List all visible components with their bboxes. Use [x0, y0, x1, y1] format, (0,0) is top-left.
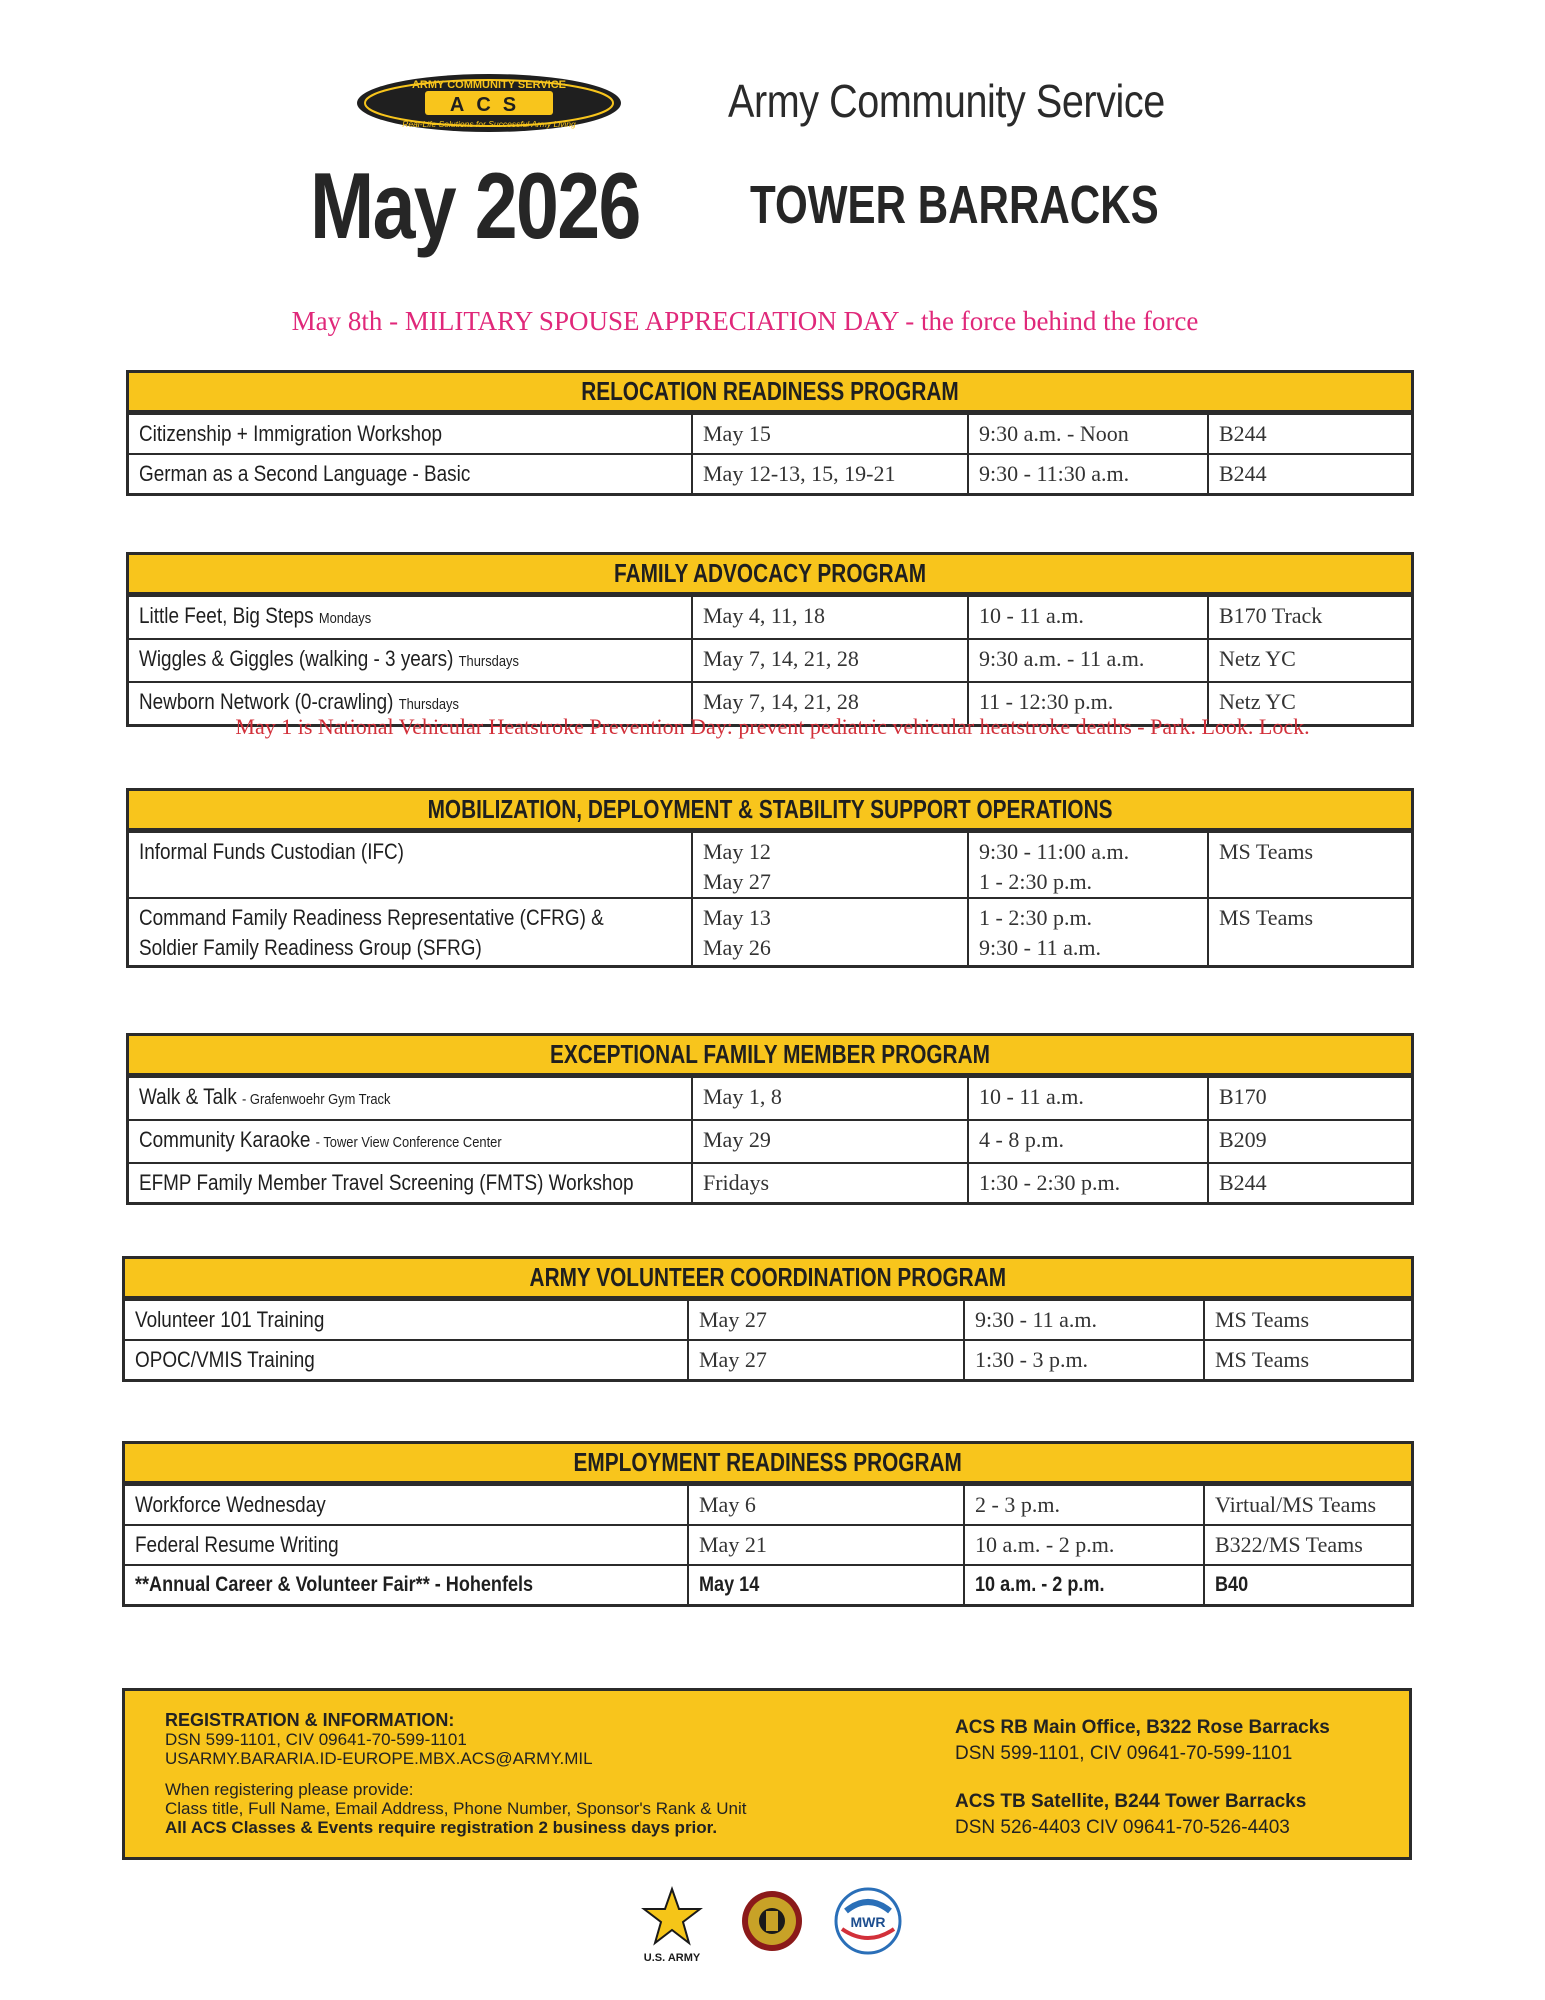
event-date: May 15 — [691, 415, 967, 453]
spouse-appreciation-banner: May 8th - MILITARY SPOUSE APPRECIATION DAY - the force behind the force — [291, 306, 1199, 336]
event-title: EFMP Family Member Travel Screening (FMTS) Workshop — [139, 1170, 634, 1195]
event-date: May 21 — [687, 1526, 963, 1564]
event-time: 9:30 - 11 a.m. — [963, 1301, 1203, 1339]
program-title: ARMY VOLUNTEER COORDINATION PROGRAM — [529, 1262, 1007, 1292]
satellite-office-phone: DSN 526-4403 CIV 09641-70-526-4403 — [955, 1817, 1290, 1838]
event-note: Thursdays — [398, 696, 459, 713]
event-location: B170 — [1207, 1078, 1411, 1119]
event-note: Mondays — [318, 610, 372, 627]
provide-heading: When registering please provide: — [165, 1780, 414, 1799]
event-time: 9:30 - 11 a.m. — [979, 935, 1101, 960]
location-title: TOWER BARRACKS — [750, 175, 1159, 235]
program-title: RELOCATION READINESS PROGRAM — [581, 376, 959, 406]
event-date: May 27 — [687, 1301, 963, 1339]
employment-program-table — [122, 1441, 1414, 1607]
provide-list: Class title, Full Name, Email Address, Phone Number, Sponsor's Rank & Unit — [165, 1799, 747, 1818]
event-title: Citizenship + Immigration Workshop — [139, 421, 443, 446]
program-title: EXCEPTIONAL FAMILY MEMBER PROGRAM — [550, 1039, 990, 1069]
event-note: - Tower View Conference Center — [315, 1134, 502, 1151]
event-note: - Grafenwoehr Gym Track — [242, 1091, 391, 1108]
table-row — [125, 1339, 1411, 1379]
program-header — [129, 791, 1411, 831]
event-location: B244 — [1207, 415, 1411, 453]
registration-email[interactable]: USARMY.BARARIA.ID-EUROPE.MBX.ACS@ARMY.MIL — [165, 1749, 593, 1768]
event-location: MS Teams — [1203, 1341, 1411, 1379]
table-row — [129, 1119, 1411, 1162]
event-date: May 7, 14, 21, 28 — [691, 683, 967, 724]
event-date: May 13 — [703, 905, 771, 930]
logo-bottom-text: Real-Life Solutions for Successful Army Living — [402, 119, 576, 129]
registration-heading: REGISTRATION & INFORMATION: — [165, 1710, 455, 1730]
program-title: MOBILIZATION, DEPLOYMENT & STABILITY SUPPORT OPERATIONS — [427, 794, 1113, 824]
table-row — [129, 595, 1411, 638]
registration-details — [165, 1711, 747, 1837]
installation-crest-icon — [742, 1891, 802, 1951]
event-title: Informal Funds Custodian (IFC) — [139, 839, 404, 864]
logo-center-text: ACS — [449, 94, 529, 116]
table-row — [129, 638, 1411, 681]
program-header — [129, 555, 1411, 595]
event-time: 10 a.m. - 2 p.m. — [975, 1573, 1105, 1596]
event-date: May 7, 14, 21, 28 — [691, 640, 967, 681]
program-title: EMPLOYMENT READINESS PROGRAM — [573, 1447, 963, 1477]
event-date: May 26 — [703, 935, 771, 960]
event-title: Command Family Readiness Representative (CFRG) & — [139, 905, 604, 930]
main-office-phone: DSN 599-1101, CIV 09641-70-599-1101 — [955, 1743, 1293, 1764]
acs-logo — [355, 72, 623, 134]
event-time: 10 a.m. - 2 p.m. — [963, 1526, 1203, 1564]
sponsor-logos — [640, 1885, 910, 1965]
event-date: May 27 — [703, 869, 771, 894]
office-contacts — [955, 1715, 1330, 1841]
event-location: MS Teams — [1207, 833, 1411, 897]
registration-info-box — [122, 1688, 1412, 1860]
event-date: May 12 — [703, 839, 771, 864]
program-title: FAMILY ADVOCACY PROGRAM — [613, 558, 927, 588]
mobilization-program-table — [126, 788, 1414, 968]
event-title: **Annual Career & Volunteer Fair** - Hohenfels — [135, 1573, 534, 1596]
event-title: Volunteer 101 Training — [135, 1307, 325, 1332]
program-header — [125, 1259, 1411, 1299]
event-date: May 4, 11, 18 — [691, 597, 967, 638]
event-location: MS Teams — [1207, 899, 1411, 965]
event-date: May 12-13, 15, 19-21 — [691, 455, 967, 493]
month-title: May 2026 — [310, 153, 640, 258]
event-title: Workforce Wednesday — [135, 1492, 326, 1517]
registration-phone: DSN 599-1101, CIV 09641-70-599-1101 — [165, 1730, 467, 1749]
main-office-title: ACS RB Main Office, B322 Rose Barracks — [955, 1717, 1330, 1738]
event-time: 1 - 2:30 p.m. — [979, 869, 1093, 894]
table-row — [125, 1484, 1411, 1524]
event-location: Virtual/MS Teams — [1203, 1486, 1411, 1524]
volunteer-program-table — [122, 1256, 1414, 1382]
event-time: 1:30 - 3 p.m. — [963, 1341, 1203, 1379]
event-time: 1 - 2:30 p.m. — [979, 905, 1093, 930]
event-time: 4 - 8 p.m. — [967, 1121, 1207, 1162]
logo-top-text: ARMY COMMUNITY SERVICE — [411, 79, 567, 91]
event-location: MS Teams — [1203, 1301, 1411, 1339]
event-time: 9:30 a.m. - Noon — [967, 415, 1207, 453]
event-location: Netz YC — [1207, 683, 1411, 724]
table-row — [129, 897, 1411, 965]
program-header — [125, 1444, 1411, 1484]
efmp-program-table — [126, 1033, 1414, 1205]
heatstroke-note: May 1 is National Vehicular Heatstroke Prevention Day: prevent pediatric vehicular heatstroke deaths - Park. Look. Lock. — [235, 714, 1310, 739]
event-location: B244 — [1207, 1164, 1411, 1202]
event-date: Fridays — [691, 1164, 967, 1202]
event-title: OPOC/VMIS Training — [135, 1347, 315, 1372]
event-location: B170 Track — [1207, 597, 1411, 638]
table-row — [129, 831, 1411, 897]
event-time: 10 - 11 a.m. — [967, 597, 1207, 638]
event-time: 11 - 12:30 p.m. — [967, 683, 1207, 724]
registration-requirement: All ACS Classes & Events require registration 2 business days prior. — [165, 1818, 718, 1837]
event-location: B322/MS Teams — [1203, 1526, 1411, 1564]
table-row — [129, 453, 1411, 493]
event-location: B244 — [1207, 455, 1411, 493]
mwr-globe-icon — [836, 1889, 900, 1953]
event-date: May 27 — [687, 1341, 963, 1379]
event-time: 9:30 a.m. - 11 a.m. — [967, 640, 1207, 681]
event-time: 10 - 11 a.m. — [967, 1078, 1207, 1119]
us-army-star-icon — [644, 1889, 701, 1964]
event-time: 1:30 - 2:30 p.m. — [967, 1164, 1207, 1202]
event-title: Community Karaoke — [139, 1127, 311, 1152]
event-time: 9:30 - 11:30 a.m. — [967, 455, 1207, 493]
event-time: 2 - 3 p.m. — [963, 1486, 1203, 1524]
program-header — [129, 373, 1411, 413]
event-time: 9:30 - 11:00 a.m. — [979, 839, 1130, 864]
event-title: German as a Second Language - Basic — [139, 461, 471, 486]
event-title: Walk & Talk — [139, 1084, 237, 1109]
table-row — [125, 1564, 1411, 1604]
program-header — [129, 1036, 1411, 1076]
event-date: May 1, 8 — [691, 1078, 967, 1119]
table-row — [129, 1162, 1411, 1202]
event-title-line2: Soldier Family Readiness Group (SFRG) — [139, 935, 482, 960]
org-title: Army Community Service — [728, 75, 1165, 127]
event-note: Thursdays — [458, 653, 519, 670]
table-row — [129, 413, 1411, 453]
event-location: B40 — [1215, 1573, 1249, 1596]
event-location: Netz YC — [1207, 640, 1411, 681]
event-title: Federal Resume Writing — [135, 1532, 339, 1557]
satellite-office-title: ACS TB Satellite, B244 Tower Barracks — [955, 1791, 1307, 1812]
event-date: May 14 — [699, 1573, 760, 1596]
mwr-logo-text: MWR — [850, 1914, 886, 1930]
table-row — [129, 1076, 1411, 1119]
relocation-program-table — [126, 370, 1414, 496]
event-date: May 6 — [687, 1486, 963, 1524]
army-logo-text: U.S. ARMY — [643, 1952, 701, 1964]
event-date: May 29 — [691, 1121, 967, 1162]
table-row — [125, 1524, 1411, 1564]
table-row — [125, 1299, 1411, 1339]
event-title: Little Feet, Big Steps — [139, 603, 314, 628]
family-advocacy-program-table — [126, 552, 1414, 727]
event-title: Newborn Network (0-crawling) — [139, 689, 394, 714]
event-location: B209 — [1207, 1121, 1411, 1162]
event-title: Wiggles & Giggles (walking - 3 years) — [139, 646, 454, 671]
